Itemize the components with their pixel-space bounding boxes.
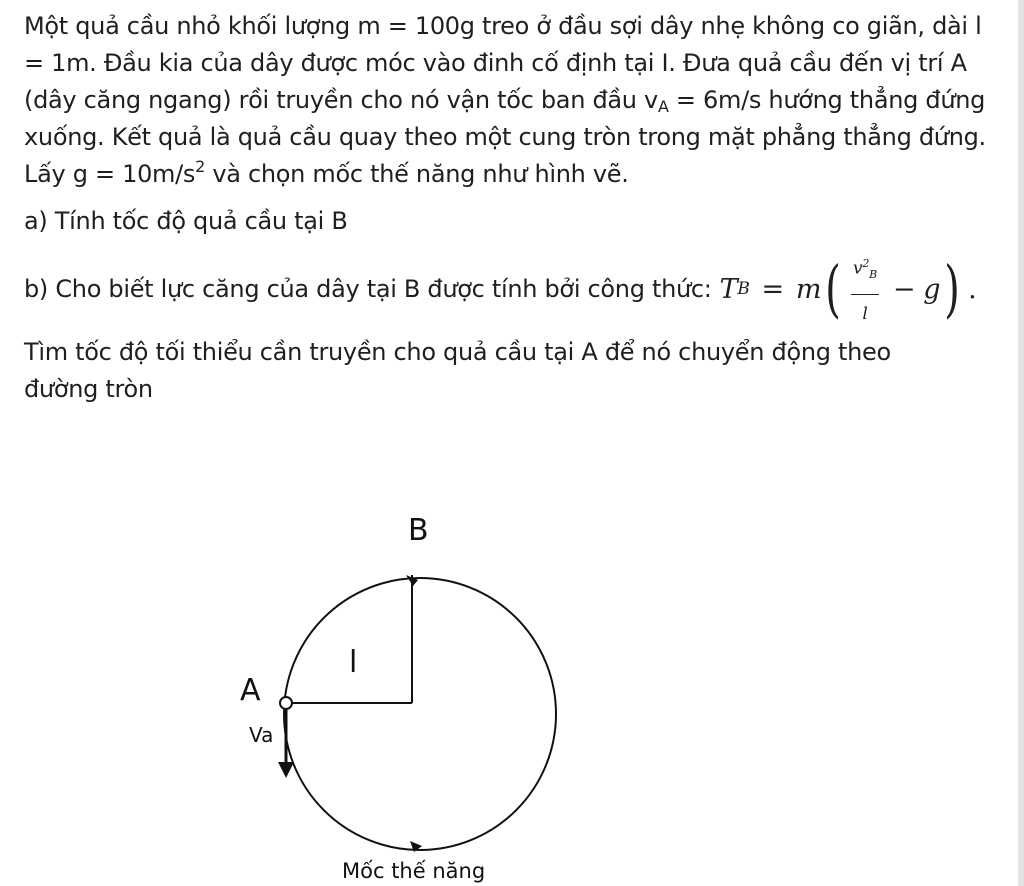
- intro-superscript: 2: [195, 157, 206, 176]
- formula-m: m: [795, 273, 822, 305]
- velocity-arrow-icon: [278, 762, 294, 778]
- formula-left-paren: (: [825, 252, 841, 325]
- circular-path: [284, 578, 556, 850]
- label-datum: Mốc thế năng: [342, 859, 486, 883]
- label-B: B: [408, 513, 429, 548]
- formula-minus: −: [892, 273, 916, 305]
- intro-text: Một quả cầu nhỏ khối lượng m = 100g treo ở đầu sợi dây nhẹ không co giãn, dài l = 1m. Đầu kia của dây được móc vào đinh cố định tại I. Đưa quả cầu đến vị trí A (dây căng ngang) rồi truyền cho nó vận tốc ban đầu v: [24, 12, 982, 114]
- label-va: Va: [249, 723, 274, 747]
- part-b-text: b) Cho biết lực căng của dây tại B được tính bởi công thức:: [24, 274, 712, 303]
- label-l: l: [349, 645, 358, 680]
- formula-right-paren: ): [944, 252, 960, 325]
- formula-equals: =: [761, 273, 784, 305]
- numerator-sup: 2: [862, 256, 870, 270]
- part-b-question: Tìm tốc độ tối thiểu cần truyền cho quả cầu tại A để nó chuyển động theo đường tròn: [24, 338, 891, 403]
- numerator-v: v: [853, 258, 863, 279]
- part-a: a) Tính tốc độ quả cầu tại B: [24, 207, 348, 235]
- ball-at-A: [280, 697, 292, 709]
- formula-T-sub: B: [737, 278, 750, 299]
- intro-text-mid: = 6m/s hướng thẳng đứng xuống. Kết quả là quả cầu quay theo một cung tròn trong mặt phẳng thẳng đứng. Lấy g = 10m/s: [24, 86, 986, 188]
- formula-period: .: [968, 273, 977, 305]
- intro-subscript: A: [657, 97, 669, 116]
- formula-T: T: [719, 273, 738, 305]
- fraction-denominator: l: [862, 304, 868, 325]
- intro-text-end: và chọn mốc thế năng như hình vẽ.: [205, 160, 629, 188]
- formula-g: g: [923, 273, 941, 305]
- label-A: A: [240, 673, 261, 708]
- numerator-sub: B: [869, 268, 877, 282]
